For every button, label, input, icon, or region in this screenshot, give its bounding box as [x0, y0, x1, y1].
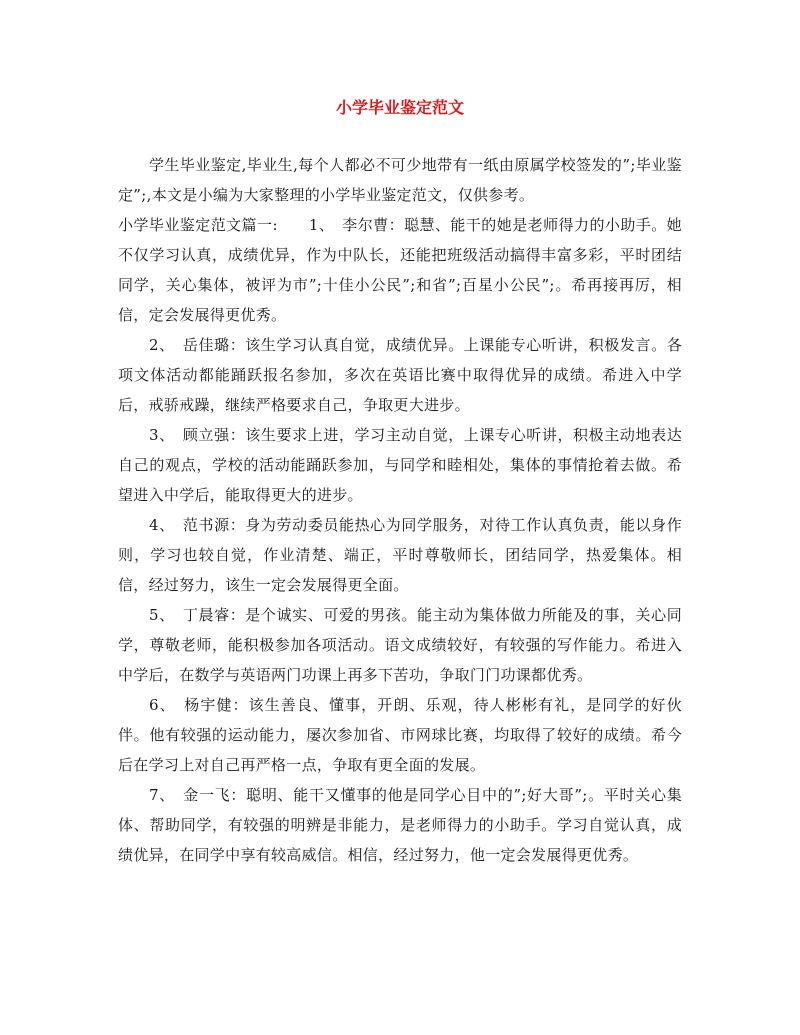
- document-title: 小学毕业鉴定范文: [335, 98, 464, 117]
- student-5-paragraph: 5、 丁晨睿：是个诚实、可爱的男孩。能主动为集体做力所能及的事，关心同学，尊敬老师，能积极参加各项活动。语文成绩较好，有较强的写作能力。希进入中学后，在数学与英语两门功课上再多下苦功，争取门门功课都优秀。: [118, 606, 682, 684]
- intro-paragraph: 学生毕业鉴定,毕业生,每个人都必不可少地带有一纸由原属学校签发的”;毕业鉴定”;,本文是小编为大家整理的小学毕业鉴定范文，仅供参考。: [118, 156, 682, 204]
- student-3-paragraph: 3、 顾立强：该生要求上进，学习主动自觉，上课专心听讲，积极主动地表达自己的观点，学校的活动能踊跃参加，与同学和睦相处，集体的事情抢着去做。希望进入中学后，能取得更大的进步。: [118, 426, 682, 504]
- student-7-paragraph: 7、 金一飞：聪明、能干又懂事的他是同学心目中的”;好大哥”;。平时关心集体、帮助同学，有较强的明辨是非能力，是老师得力的小助手。学习自觉认真，成绩优异，在同学中享有较高威信。相信，经过努力，他一定会发展得更优秀。: [118, 786, 682, 864]
- student-4-paragraph: 4、 范书源：身为劳动委员能热心为同学服务，对待工作认真负责，能以身作则，学习也较自觉，作业清楚、端正，平时尊敬师长，团结同学，热爱集体。相信，经过努力，该生一定会发展得更全面。: [118, 516, 682, 594]
- student-6-paragraph: 6、 杨宇健：该生善良、懂事，开朗、乐观，待人彬彬有礼，是同学的好伙伴。他有较强的运动能力，屡次参加省、市网球比赛，均取得了较好的成绩。希今后在学习上对自己再严格一点，争取有更全面的发展。: [118, 696, 682, 774]
- section-one-paragraph: 小学毕业鉴定范文篇一: 1、 李尔曹：聪慧、能干的她是老师得力的小助手。她不仅学习认真，成绩优异，作为中队长，还能把班级活动搞得丰富多彩，平时团结同学，关心集体，被评为市”;十佳小公民”;和省”;百星小公民”;。希再接再厉，相信，定会发展得更优秀。: [118, 216, 682, 324]
- document-page: [118, 96, 682, 870]
- student-2-paragraph: 2、 岳佳璐：该生学习认真自觉，成绩优异。上课能专心听讲，积极发言。各项文体活动都能踊跃报名参加，多次在英语比赛中取得优异的成绩。希进入中学后，戒骄戒躁，继续严格要求自己，争取更大进步。: [118, 336, 682, 414]
